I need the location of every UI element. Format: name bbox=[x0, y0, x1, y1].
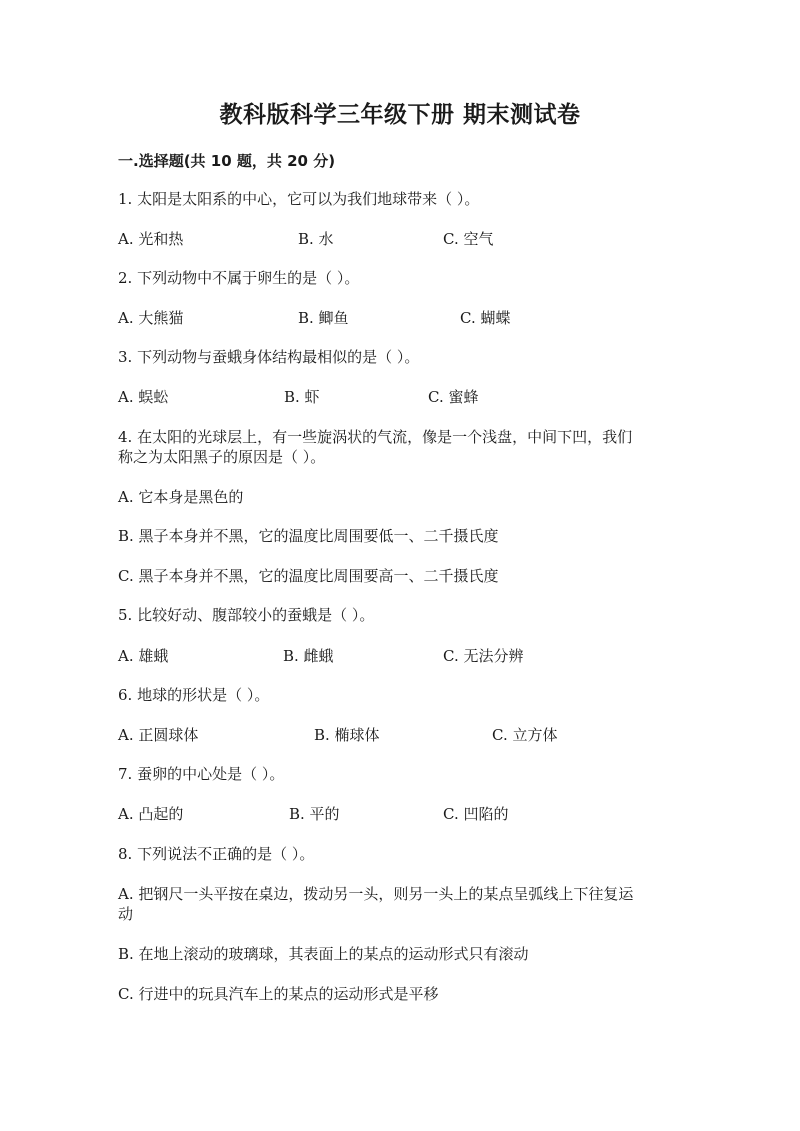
question-8-stem: 8. 下列说法不正确的是（ ）。 bbox=[118, 845, 315, 863]
question-8-option-a-line-2: 动 bbox=[118, 905, 134, 923]
question-4-option-c: C. 黑子本身并不黑，它的温度比周围要高一、二千摄氏度 bbox=[118, 567, 499, 585]
question-2-option-b: B. 鲫鱼 bbox=[298, 309, 349, 327]
question-5-option-b: B. 雌蛾 bbox=[283, 647, 334, 665]
section-heading: 一.选择题(共 10 题，共 20 分) bbox=[118, 152, 336, 170]
question-6-option-b: B. 椭球体 bbox=[314, 726, 380, 744]
question-8-option-c: C. 行进中的玩具汽车上的某点的运动形式是平移 bbox=[118, 985, 439, 1003]
question-1-option-c: C. 空气 bbox=[443, 230, 494, 248]
question-5-option-c: C. 无法分辨 bbox=[443, 647, 524, 665]
question-4-stem-line-1: 4. 在太阳的光球层上，有一些旋涡状的气流，像是一个浅盘，中间下凹，我们 bbox=[118, 428, 633, 446]
question-6-option-a: A. 正圆球体 bbox=[118, 726, 199, 744]
question-2-option-a: A. 大熊猫 bbox=[118, 309, 184, 327]
question-4-option-b: B. 黑子本身并不黑，它的温度比周围要低一、二千摄氏度 bbox=[118, 527, 499, 545]
question-3-option-a: A. 蜈蚣 bbox=[118, 388, 169, 406]
question-8-option-a-line-1: A. 把钢尺一头平按在桌边，拨动另一头，则另一头上的某点呈弧线上下往复运 bbox=[118, 885, 634, 903]
question-5-stem: 5. 比较好动、腹部较小的蚕蛾是（ ）。 bbox=[118, 606, 375, 624]
question-1-option-a: A. 光和热 bbox=[118, 230, 184, 248]
exam-title: 教科版科学三年级下册 期末测试卷 bbox=[219, 102, 581, 128]
question-2-option-c: C. 蝴蝶 bbox=[460, 309, 511, 327]
question-7-option-a: A. 凸起的 bbox=[118, 805, 184, 823]
question-7-option-b: B. 平的 bbox=[289, 805, 340, 823]
question-3-option-b: B. 虾 bbox=[284, 388, 320, 406]
question-7-option-c: C. 凹陷的 bbox=[443, 805, 509, 823]
question-4-stem-line-2: 称之为太阳黑子的原因是（ ）。 bbox=[118, 448, 326, 466]
question-6-stem: 6. 地球的形状是（ ）。 bbox=[118, 686, 270, 704]
question-1-stem: 1. 太阳是太阳系的中心，它可以为我们地球带来（ ）。 bbox=[118, 190, 480, 208]
question-8-option-b: B. 在地上滚动的玻璃球，其表面上的某点的运动形式只有滚动 bbox=[118, 945, 529, 963]
question-3-stem: 3. 下列动物与蚕蛾身体结构最相似的是（ ）。 bbox=[118, 348, 420, 366]
question-7-stem: 7. 蚕卵的中心处是（ ）。 bbox=[118, 765, 285, 783]
question-6-option-c: C. 立方体 bbox=[492, 726, 558, 744]
question-3-option-c: C. 蜜蜂 bbox=[428, 388, 479, 406]
question-2-stem: 2. 下列动物中不属于卵生的是（ ）。 bbox=[118, 269, 360, 287]
question-1-option-b: B. 水 bbox=[298, 230, 334, 248]
question-4-option-a: A. 它本身是黑色的 bbox=[118, 488, 244, 506]
question-5-option-a: A. 雄蛾 bbox=[118, 647, 169, 665]
